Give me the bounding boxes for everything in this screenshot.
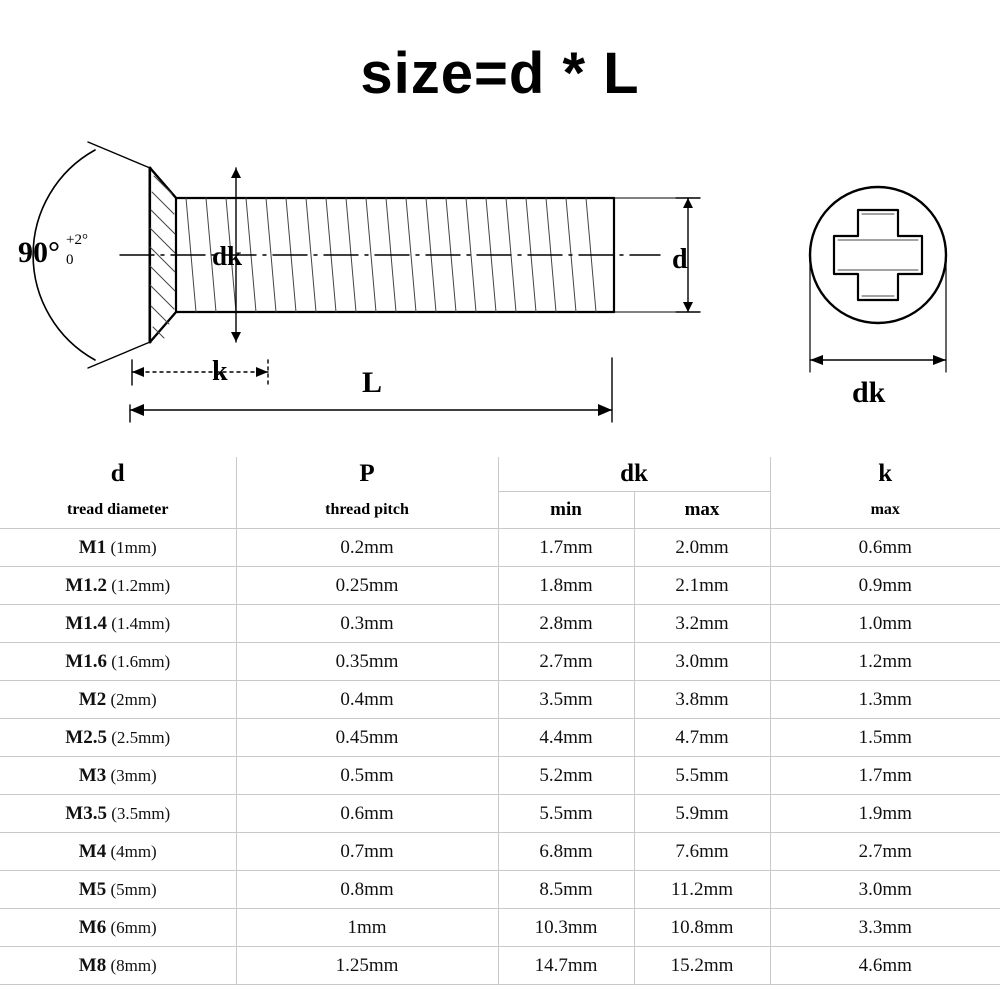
cell-dk-min: 14.7mm — [498, 947, 634, 985]
page-title: size=d * L — [360, 41, 640, 106]
cell-thread-pitch: 1.25mm — [236, 947, 498, 985]
spec-table-body — [0, 529, 1000, 985]
cell-thread-diameter — [0, 719, 236, 757]
cell-dk-max: 2.0mm — [634, 529, 770, 567]
thread-diameter-value: (3mm) — [106, 766, 157, 785]
thread-diameter-value: (8mm) — [106, 956, 157, 975]
cell-dk-min: 6.8mm — [498, 833, 634, 871]
cell-thread-diameter — [0, 947, 236, 985]
angle-label: 90° — [18, 236, 60, 269]
cell-dk-min: 3.5mm — [498, 681, 634, 719]
cell-k-max: 1.2mm — [770, 643, 1000, 681]
cell-thread-pitch: 0.3mm — [236, 605, 498, 643]
table-header-sub-row — [0, 492, 1000, 529]
thread-diameter-name: M2.5 — [65, 727, 107, 748]
header-p-sub: thread pitch — [236, 492, 498, 529]
cell-dk-max: 5.5mm — [634, 757, 770, 795]
thread-diameter-value: (2.5mm) — [106, 728, 171, 747]
cell-dk-max: 15.2mm — [634, 947, 770, 985]
cell-thread-pitch: 0.7mm — [236, 833, 498, 871]
header-k-sub: max — [770, 492, 1000, 529]
cell-thread-pitch: 0.4mm — [236, 681, 498, 719]
thread-diameter-value: (1mm) — [106, 538, 157, 557]
cell-thread-pitch: 0.8mm — [236, 871, 498, 909]
cell-thread-pitch: 0.6mm — [236, 795, 498, 833]
header-p: P — [236, 457, 498, 492]
table-row — [0, 833, 1000, 871]
cell-thread-pitch: 0.35mm — [236, 643, 498, 681]
thread-diameter-value: (5mm) — [106, 880, 157, 899]
thread-diameter-name: M1 — [78, 537, 107, 558]
thread-diameter-value: (2mm) — [106, 690, 157, 709]
svg-text:0: 0 — [66, 252, 74, 268]
dk-end-label: dk — [852, 376, 886, 409]
cell-dk-max: 4.7mm — [634, 719, 770, 757]
cell-k-max: 0.9mm — [770, 567, 1000, 605]
table-row — [0, 871, 1000, 909]
cell-k-max: 3.3mm — [770, 909, 1000, 947]
thread-diameter-name: M1.4 — [65, 613, 107, 634]
cell-dk-min: 10.3mm — [498, 909, 634, 947]
thread-diameter-value: (3.5mm) — [106, 804, 171, 823]
cell-thread-diameter — [0, 833, 236, 871]
table-header-main-row — [0, 457, 1000, 492]
cell-dk-max: 5.9mm — [634, 795, 770, 833]
cell-k-max: 1.5mm — [770, 719, 1000, 757]
cell-dk-max: 2.1mm — [634, 567, 770, 605]
cell-dk-min: 1.8mm — [498, 567, 634, 605]
cell-thread-diameter — [0, 567, 236, 605]
cell-thread-diameter — [0, 681, 236, 719]
thread-diameter-name: M1.6 — [65, 651, 107, 672]
header-dk-max: max — [634, 492, 770, 529]
thread-diameter-value: (1.4mm) — [106, 614, 171, 633]
header-dk: dk — [498, 457, 770, 492]
thread-diameter-name: M5 — [78, 879, 107, 900]
cell-thread-pitch: 1mm — [236, 909, 498, 947]
cell-thread-diameter — [0, 871, 236, 909]
cell-dk-max: 11.2mm — [634, 871, 770, 909]
cell-thread-diameter — [0, 529, 236, 567]
header-k: k — [770, 457, 1000, 492]
cell-dk-max: 3.0mm — [634, 643, 770, 681]
dk-side-label: dk — [212, 241, 243, 271]
header-dk-min: min — [498, 492, 634, 529]
cell-k-max: 1.9mm — [770, 795, 1000, 833]
k-dim-label: k — [212, 356, 228, 387]
table-row — [0, 909, 1000, 947]
cell-thread-pitch: 0.5mm — [236, 757, 498, 795]
table-row — [0, 681, 1000, 719]
cell-dk-max: 3.2mm — [634, 605, 770, 643]
table-row — [0, 605, 1000, 643]
spec-table — [0, 457, 1000, 985]
d-side-label: d — [672, 244, 688, 275]
thread-diameter-name: M2 — [78, 689, 107, 710]
cell-k-max: 0.6mm — [770, 529, 1000, 567]
thread-diameter-name: M4 — [78, 841, 107, 862]
cell-k-max: 1.3mm — [770, 681, 1000, 719]
cell-dk-min: 4.4mm — [498, 719, 634, 757]
cell-thread-pitch: 0.2mm — [236, 529, 498, 567]
thread-diameter-value: (6mm) — [106, 918, 157, 937]
table-row — [0, 757, 1000, 795]
cell-thread-diameter — [0, 643, 236, 681]
table-row — [0, 719, 1000, 757]
cell-k-max: 1.7mm — [770, 757, 1000, 795]
thread-diameter-name: M8 — [78, 955, 107, 976]
cell-thread-diameter — [0, 757, 236, 795]
spec-table-container — [0, 457, 1000, 1000]
cell-thread-pitch: 0.25mm — [236, 567, 498, 605]
header-d: d — [0, 457, 236, 492]
cell-k-max: 1.0mm — [770, 605, 1000, 643]
table-row — [0, 947, 1000, 985]
thread-diameter-name: M1.2 — [65, 575, 107, 596]
cell-dk-min: 2.7mm — [498, 643, 634, 681]
thread-diameter-name: M6 — [78, 917, 107, 938]
technical-drawing — [0, 110, 1000, 455]
cell-thread-pitch: 0.45mm — [236, 719, 498, 757]
header-d-sub: tread diameter — [0, 492, 236, 529]
cell-dk-min: 2.8mm — [498, 605, 634, 643]
thread-diameter-name: M3.5 — [65, 803, 107, 824]
cell-dk-max: 10.8mm — [634, 909, 770, 947]
thread-diameter-value: (4mm) — [106, 842, 157, 861]
cell-thread-diameter — [0, 795, 236, 833]
cell-dk-min: 8.5mm — [498, 871, 634, 909]
svg-text:+2°: +2° — [66, 232, 88, 248]
cell-dk-min: 5.5mm — [498, 795, 634, 833]
thread-diameter-value: (1.6mm) — [106, 652, 171, 671]
cell-dk-min: 1.7mm — [498, 529, 634, 567]
table-row — [0, 529, 1000, 567]
cell-thread-diameter — [0, 909, 236, 947]
thread-diameter-value: (1.2mm) — [106, 576, 171, 595]
table-row — [0, 567, 1000, 605]
cell-k-max: 4.6mm — [770, 947, 1000, 985]
cell-thread-diameter — [0, 605, 236, 643]
thread-diameter-name: M3 — [78, 765, 107, 786]
cell-dk-min: 5.2mm — [498, 757, 634, 795]
cell-k-max: 3.0mm — [770, 871, 1000, 909]
cell-dk-max: 3.8mm — [634, 681, 770, 719]
cell-k-max: 2.7mm — [770, 833, 1000, 871]
table-row — [0, 795, 1000, 833]
table-row — [0, 643, 1000, 681]
L-dim-label: L — [362, 366, 383, 399]
cell-dk-max: 7.6mm — [634, 833, 770, 871]
